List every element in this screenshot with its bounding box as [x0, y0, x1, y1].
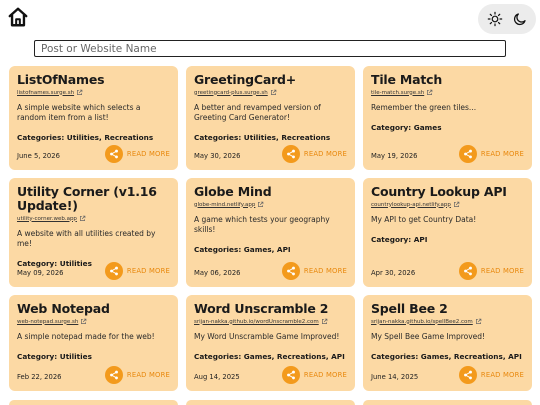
- card-title: Utility Corner (v1.16 Update!): [17, 184, 157, 213]
- external-link-icon[interactable]: [475, 318, 482, 325]
- card-footer: [194, 262, 347, 280]
- card-footer: [194, 366, 347, 384]
- project-card[interactable]: [9, 178, 178, 287]
- read-more-button[interactable]: [105, 145, 170, 163]
- card-footer: [17, 262, 170, 280]
- external-link-icon[interactable]: [270, 89, 277, 96]
- card-title: Tile Match: [371, 72, 443, 87]
- card-url-link[interactable]: countrylookup-api.netlify.app: [371, 201, 451, 208]
- project-card[interactable]: [363, 66, 532, 170]
- card-description: A game which tests your geography skills!: [194, 215, 330, 234]
- card-url-link[interactable]: srijan-nakka.github.io/spellBee2.com: [371, 318, 473, 325]
- card-description: A simple website which selects a random item from a list!: [17, 103, 141, 122]
- card-categories: Category: Utilities: [17, 259, 92, 268]
- share-icon[interactable]: [282, 366, 300, 384]
- share-icon[interactable]: [105, 262, 123, 280]
- card-title: Country Lookup API: [371, 184, 507, 199]
- project-card-partial[interactable]: [9, 400, 178, 405]
- card-link-row[interactable]: [17, 317, 170, 326]
- read-more-label[interactable]: READ MORE: [126, 267, 170, 275]
- card-footer: [17, 145, 170, 163]
- read-more-label[interactable]: READ MORE: [480, 267, 524, 275]
- card-footer: [371, 366, 524, 384]
- card-description: A better and revamped version of Greeting Card Generator!: [194, 103, 321, 122]
- card-url-link[interactable]: globe-mind.netlify.app: [194, 201, 256, 208]
- card-date: Apr 30, 2026: [371, 269, 416, 277]
- card-footer: [17, 366, 170, 384]
- external-link-icon[interactable]: [257, 201, 264, 208]
- share-icon[interactable]: [459, 262, 477, 280]
- read-more-label[interactable]: READ MORE: [126, 150, 170, 158]
- read-more-label[interactable]: READ MORE: [480, 371, 524, 379]
- project-card[interactable]: [363, 295, 532, 391]
- card-title: ListOfNames: [17, 72, 105, 87]
- card-description: A website with all utilities created by me!: [17, 229, 156, 248]
- share-icon[interactable]: [105, 145, 123, 163]
- card-date: Aug 14, 2025: [194, 373, 240, 381]
- project-card[interactable]: [186, 178, 355, 287]
- read-more-button[interactable]: [459, 366, 524, 384]
- card-link-row[interactable]: [371, 88, 524, 97]
- card-url-link[interactable]: utility-corner.web.app: [17, 215, 77, 222]
- project-card-partial[interactable]: [186, 400, 355, 405]
- card-description: My API to get Country Data!: [371, 215, 477, 224]
- read-more-button[interactable]: [459, 262, 524, 280]
- card-date: May 19, 2026: [371, 152, 418, 160]
- read-more-label[interactable]: READ MORE: [480, 150, 524, 158]
- card-categories: Categories: Utilities, Recreations: [17, 133, 154, 142]
- card-date: May 06, 2026: [194, 269, 241, 277]
- card-link-row[interactable]: [17, 214, 170, 223]
- card-footer: [371, 262, 524, 280]
- card-link-row[interactable]: [194, 200, 347, 209]
- external-link-icon[interactable]: [76, 89, 83, 96]
- read-more-label[interactable]: READ MORE: [126, 371, 170, 379]
- card-title: Word Unscramble 2: [194, 301, 329, 316]
- card-footer: [371, 145, 524, 163]
- card-title: Globe Mind: [194, 184, 272, 199]
- read-more-button[interactable]: [105, 366, 170, 384]
- card-categories: Categories: Utilities, Recreations: [194, 133, 331, 142]
- card-url-link[interactable]: tile-match.surge.sh: [371, 89, 425, 96]
- external-link-icon[interactable]: [453, 201, 460, 208]
- card-date: Feb 22, 2026: [17, 373, 62, 381]
- card-date: June 5, 2026: [17, 152, 60, 160]
- project-card-partial[interactable]: [363, 400, 532, 405]
- read-more-label[interactable]: READ MORE: [303, 371, 347, 379]
- card-title: GreetingCard+: [194, 72, 297, 87]
- share-icon[interactable]: [282, 262, 300, 280]
- card-title: Spell Bee 2: [371, 301, 448, 316]
- read-more-button[interactable]: [282, 145, 347, 163]
- theme-toggle[interactable]: [478, 4, 536, 34]
- read-more-button[interactable]: [459, 145, 524, 163]
- read-more-button[interactable]: [282, 262, 347, 280]
- project-card[interactable]: [186, 295, 355, 391]
- card-url-link[interactable]: listofnames.surge.sh: [17, 89, 75, 96]
- card-description: Remember the green tiles...: [371, 103, 477, 112]
- read-more-label[interactable]: READ MORE: [303, 267, 347, 275]
- card-date: May 09, 2026: [17, 269, 64, 277]
- search-input[interactable]: [34, 40, 506, 57]
- top-bar: [0, 0, 540, 36]
- external-link-icon[interactable]: [79, 215, 86, 222]
- card-categories: Categories: Games, Recreations, API: [194, 352, 345, 361]
- external-link-icon[interactable]: [426, 89, 433, 96]
- card-link-row[interactable]: [371, 317, 524, 326]
- card-categories: Categories: Games, Recreations, API: [371, 352, 522, 361]
- card-date: June 14, 2025: [371, 373, 419, 381]
- project-card[interactable]: [186, 66, 355, 170]
- external-link-icon[interactable]: [321, 318, 328, 325]
- share-icon[interactable]: [282, 145, 300, 163]
- moon-icon[interactable]: [512, 11, 528, 27]
- card-description: A simple notepad made for the web!: [17, 332, 155, 341]
- card-categories: Category: Utilities: [17, 352, 92, 361]
- card-link-row[interactable]: [17, 88, 170, 97]
- card-link-row[interactable]: [194, 88, 347, 97]
- share-icon[interactable]: [105, 366, 123, 384]
- read-more-button[interactable]: [282, 366, 347, 384]
- project-card[interactable]: [9, 295, 178, 391]
- external-link-icon[interactable]: [80, 318, 87, 325]
- project-card[interactable]: [9, 66, 178, 170]
- card-description: My Spell Bee Game Improved!: [371, 332, 486, 341]
- home-icon[interactable]: [7, 6, 29, 28]
- card-link-row[interactable]: [194, 317, 347, 326]
- card-url-link[interactable]: greetingcard-plus.surge.sh: [194, 89, 268, 96]
- share-icon[interactable]: [459, 145, 477, 163]
- share-icon[interactable]: [459, 366, 477, 384]
- card-url-link[interactable]: web-notepad.surge.sh: [17, 318, 79, 325]
- card-url-link[interactable]: srijan-nakka.github.io/wordUnscramble2.com: [194, 318, 319, 325]
- read-more-button[interactable]: [105, 262, 170, 280]
- card-footer: [194, 145, 347, 163]
- card-description: My Word Unscramble Game Improved!: [194, 332, 340, 341]
- card-categories: Categories: Games, API: [194, 245, 291, 254]
- card-categories: Category: API: [371, 235, 428, 244]
- read-more-label[interactable]: READ MORE: [303, 150, 347, 158]
- card-categories: Category: Games: [371, 123, 442, 132]
- card-date: May 30, 2026: [194, 152, 241, 160]
- sun-icon[interactable]: [487, 11, 503, 27]
- card-title: Web Notepad: [17, 301, 110, 316]
- project-card[interactable]: [363, 178, 532, 287]
- card-link-row[interactable]: [371, 200, 524, 209]
